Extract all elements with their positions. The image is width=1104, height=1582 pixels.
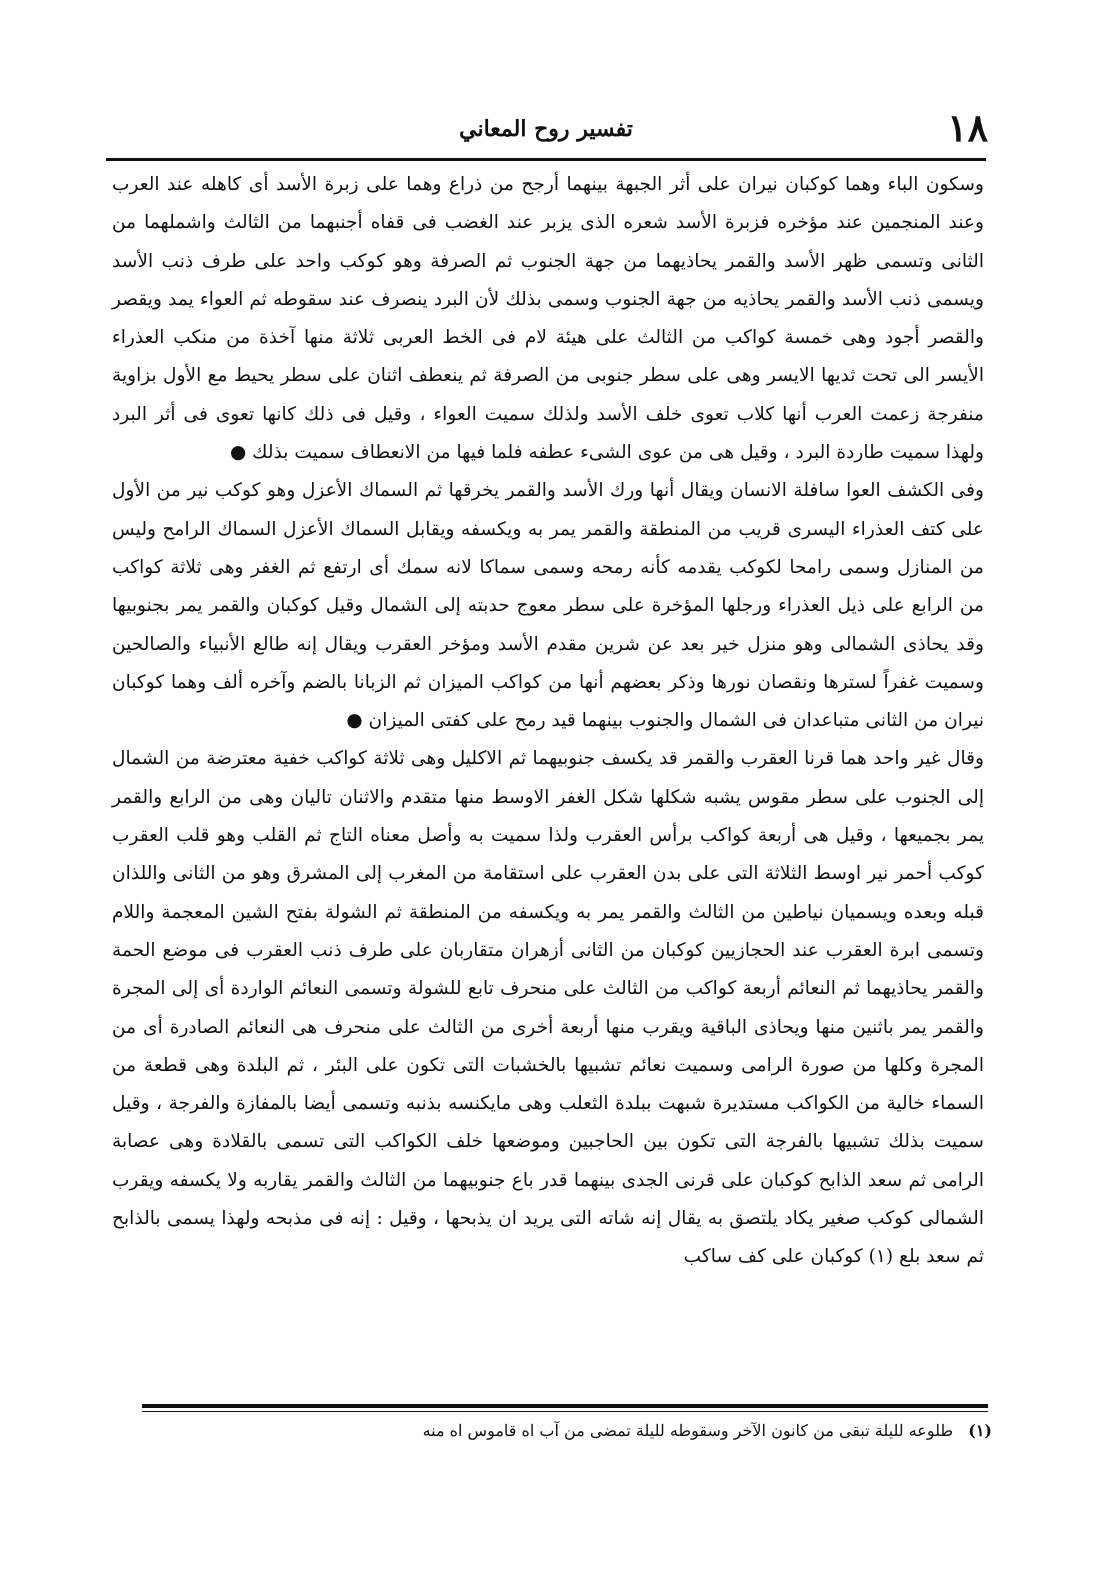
page-number: ١٨ (947, 105, 988, 150)
body-text (112, 166, 984, 1277)
footnote-marker: (١) (968, 1421, 992, 1440)
running-title: تفسير روح المعاني (459, 116, 633, 142)
footnote-rule (142, 1404, 988, 1408)
header-rule (106, 158, 986, 161)
footnote-rule-thin (142, 1411, 988, 1412)
paragraph-1: وسكون الباء وهما كوكبان نيران على أثر الجبهة بينهما أرجح من ذراع وهما على زبرة الأسد أى كاهله عند العرب وعند المنجمين عند مؤخره فزبرة الأسد شعره الذى يزبر عند الغضب فى قفاه أجنبهما من الثالث واشملهما من الثانى وتسمى ظهر الأسد والقمر يحاذيهما من جهة الجنوب ثم الصرفة وهو كوكب واحد على طرف ذنب الأسد ويسمى ذنب الأسد والقمر يحاذيه من جهة الجنوب وسمى بذلك لأن البرد ينصرف عند سقوطه ثم العواء يمد ويقصر والقصر أجود وهى خمسة كواكب من الثالث على هيئة لام فى الخط العربى ثلاثة منها آخذة من منكب العذراء الأيسر الى تحت ثديها الايسر وهى على سطر جنوبى من الصرفة ثم ينعطف اثنان على سطر يحيط مع الأول بزاوية منفرجة زعمت العرب أنها كلاب تعوى خلف الأسد ولذلك سميت العواء ، وقيل فى ذلك كانها تعوى فى أثر البرد ولهذا سميت طاردة البرد ، وقيل هى من عوى الشىء عطفه فلما فيها من الانعطاف سميت بذلك ● (112, 174, 984, 464)
paragraph-3: وقال غير واحد هما قرنا العقرب والقمر قد يكسف جنوبيهما ثم الاكليل وهى ثلاثة كواكب خفية معترضة من الشمال إلى الجنوب على سطر مقوس يشبه شكلها شكل الغفر الاوسط منها متقدم والاثنان تاليان وهى من الرابع والقمر يمر بجميعها ، وقيل هى أربعة كواكب برأس العقرب ولذا سميت به وأصل معناه التاج ثم القلب وهو قلب العقرب كوكب أحمر نير اوسط الثلاثة التى على بدن العقرب على استقامة من المغرب إلى المشرق وهو من الثانى واللذان قبله وبعده ويسميان نياطين من الثالث والقمر يمر به ويكسفه من المنطقة ثم الشولة بفتح الشين المعجمة واللام وتسمى ابرة العقرب عند الحجازيين كوكبان من الثانى أزهران متقاربان على طرف ذنب العقرب فى موضع الحمة والقمر يحاذيهما ثم النعائم أربعة كواكب من الثالث على منحرف تابع للشولة وتسمى النعائم الواردة أى إلى المجرة والقمر يمر باثنين منها ويحاذى الباقية ويقرب منها أربعة أخرى من الثالث على منحرف هى النعائم الصادرة أى من المجرة وكلها من صورة الرامى وسميت نعائم تشبيها بالخشبات التى تكون على البئر ، ثم البلدة وهى قطعة من السماء خالية من الكواكب مستديرة شبهت ببلدة الثعلب وهى مايكنسه بذنبه وتسمى أيضا بالمفازة والفرجة ، وقيل سميت بذلك تشبيها بالفرجة التى تكون بين الحاجبين وموضعها خلف الكواكب التى تسمى بالقلادة وهى عصابة الرامى ثم سعد الذابح كوكبان على قرنى الجدى بينهما قدر باع جنوبيهما من الثالث والقمر يقاربه ولا يكسفه ويقرب الشمالى كوكب صغير يكاد يلتصق به يقال إنه شاته التى يريد ان يذبحها ، وقيل : إنه فى مذبحه ولهذا يسمى بالذابح ثم سعد بلع (١) كوكبان على كف ساكب (112, 748, 984, 1268)
paragraph-2: وفى الكشف العوا سافلة الانسان ويقال أنها ورك الأسد والقمر يخرقها ثم السماك الأعزل وهو كوكب نير من الأول على كتف العذراء اليسرى قريب من المنطقة والقمر يمر به ويكسفه ويقابل السماك الأعزل السماك الرامح وليس من المنازل وسمى رامحا لكوكب يقدمه كأنه رمحه وسمى سماكا لانه سمك أى ارتفع ثم الغفر وهى ثلاثة كواكب من الرابع على ذيل العذراء ورجلها المؤخرة على سطر معوج حدبته إلى الشمال وقيل كوكبان والقمر يمر بجنوبيها وقد يحاذى الشمالى وهو منزل خير بعد عن شرين مقدم الأسد ومؤخر العقرب ويقال إنه طالع الأنبياء والصالحين وسميت غفراً لسترها ونقصان نورها وذكر بعضهم أنها من كواكب الميزان ثم الزبانا بالضم وآخره ألف وهما كوكبان نيران من الثانى متباعدان فى الشمال والجنوب بينهما قيد رمح على كفتى الميزان ● (112, 480, 984, 732)
page-header (104, 104, 988, 156)
footnote (260, 1416, 992, 1446)
footnote-text: طلوعه لليلة تبقى من كانون الآخر وسقوطه لليلة تمضى من آب اه قاموس اه منه (422, 1421, 954, 1440)
